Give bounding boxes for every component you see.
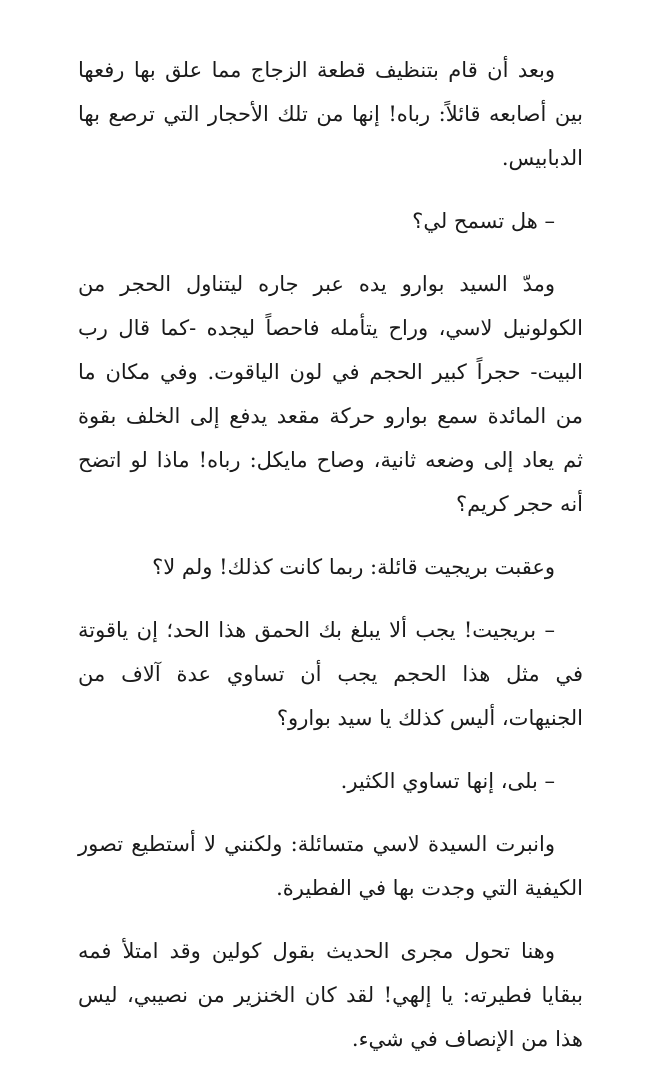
paragraph-5: – بريجيت! يجب ألا يبلغ بك الحمق هذا الحد؛ إن ياقوتة في مثل هذا الحجم يجب أن تساوي عدة آلاف من الجنيهات، أليس كذلك يا سيد بوارو؟	[78, 618, 583, 730]
paragraph-1: وبعد أن قام بتنظيف قطعة الزجاج مما علق بها رفعها بين أصابعه قائلاً: رباه! إنها من تلك الأحجار التي ترصع بها الدبابيس.	[78, 58, 583, 170]
paragraph-8: وهنا تحول مجرى الحديث بقول كولين وقد امتلأ فمه ببقايا فطيرته: يا إلهي! لقد كان الخنزير من نصيبي، ليس هذا من الإنصاف في شيء.	[78, 939, 583, 1051]
paragraph-7: وانبرت السيدة لاسي متسائلة: ولكنني لا أستطيع تصور الكيفية التي وجدت بها في الفطيرة.	[78, 832, 583, 900]
paragraph-2: – هل تسمح لي؟	[412, 209, 555, 233]
paragraph-3: ومدّ السيد بوارو يده عبر جاره ليتناول الحجر من الكولونيل لاسي، وراح يتأمله فاحصاً ليجده -كما قال رب البيت- حجراً كبير الحجم في لون الياقوت. وفي مكان ما من المائدة سمع بوارو حركة مقعد يدفع إلى الخلف بقوة ثم يعاد إلى وضعه ثانية، وصاح مايكل: رباه! ماذا لو اتضح أنه حجر كريم؟	[78, 272, 583, 516]
book-page	[78, 48, 583, 1080]
paragraph-6: – بلى، إنها تساوي الكثير.	[340, 769, 555, 793]
paragraph-4: وعقبت بريجيت قائلة: ربما كانت كذلك! ولم لا؟	[152, 555, 555, 579]
